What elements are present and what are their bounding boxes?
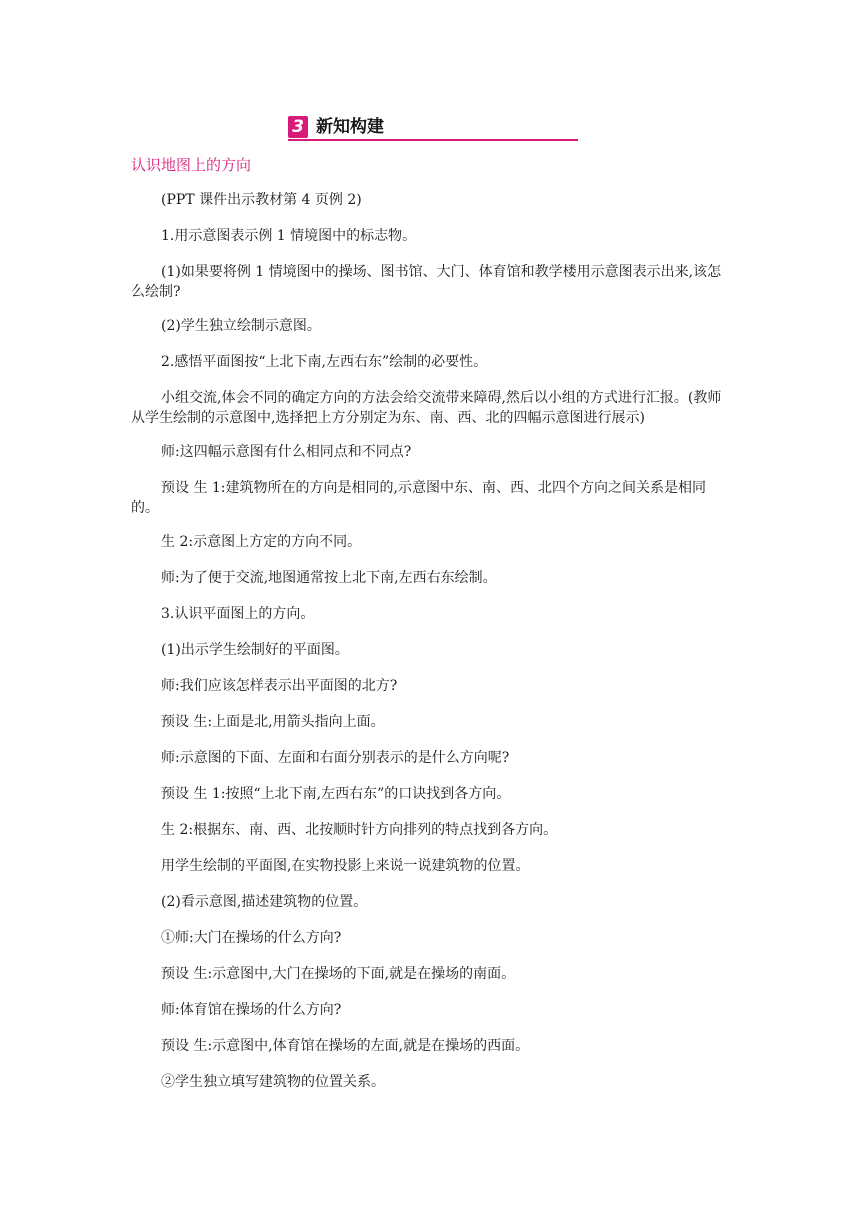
paragraph: 预设 生 1:按照“上北下南,左西右东”的口诀找到各方向。: [161, 786, 511, 802]
paragraph: 师:体育馆在操场的什么方向?: [161, 1002, 342, 1018]
paragraph: (PPT 课件出示教材第 4 页例 2): [161, 192, 362, 208]
paragraph: 师:我们应该怎样表示出平面图的北方?: [161, 678, 398, 694]
paragraph: 生 2:示意图上方定的方向不同。: [161, 534, 362, 550]
section-number-badge: 3: [288, 116, 308, 138]
paragraph: (2)看示意图,描述建筑物的位置。: [161, 894, 368, 910]
paragraph: ①师:大门在操场的什么方向?: [161, 930, 342, 946]
paragraph: 预设 生 1:建筑物所在的方向是相同的,示意图中东、南、西、北四个方向之间关系是相同的。: [131, 480, 706, 516]
paragraph: 预设 生:示意图中,大门在操场的下面,就是在操场的南面。: [161, 966, 516, 982]
paragraph: 1.用示意图表示例 1 情境图中的标志物。: [161, 228, 417, 244]
section-banner-title: 新知构建: [316, 117, 384, 137]
paragraph: 师:这四幅示意图有什么相同点和不同点?: [161, 444, 412, 460]
paragraph: (1)出示学生绘制好的平面图。: [161, 642, 349, 658]
section-heading: 认识地图上的方向: [131, 156, 252, 174]
paragraph: (2)学生独立绘制示意图。: [161, 318, 321, 334]
paragraph: 小组交流,体会不同的确定方向的方法会给交流带来障碍,然后以小组的方式进行汇报。(教师从学生绘制的示意图中,选择把上方分别定为东、南、西、北的四幅示意图进行展示): [131, 390, 722, 426]
paragraph: 预设 生:示意图中,体育馆在操场的左面,就是在操场的西面。: [161, 1038, 530, 1054]
banner-underline: [288, 139, 578, 141]
lesson-body: [131, 190, 731, 1108]
paragraph: 3.认识平面图上的方向。: [161, 606, 315, 622]
paragraph: (1)如果要将例 1 情境图中的操场、图书馆、大门、体育馆和教学楼用示意图表示出来,该怎么绘制?: [131, 264, 722, 300]
paragraph: 预设 生:上面是北,用箭头指向上面。: [161, 714, 385, 730]
section-banner: [288, 116, 578, 142]
paragraph: 生 2:根据东、南、西、北按顺时针方向排列的特点找到各方向。: [161, 822, 558, 838]
paragraph: ②学生独立填写建筑物的位置关系。: [161, 1074, 385, 1090]
paragraph: 用学生绘制的平面图,在实物投影上来说一说建筑物的位置。: [161, 858, 530, 874]
paragraph: 师:示意图的下面、左面和右面分别表示的是什么方向呢?: [161, 750, 510, 766]
paragraph: 2.感悟平面图按“上北下南,左西右东”绘制的必要性。: [161, 354, 488, 370]
paragraph: 师:为了便于交流,地图通常按上北下南,左西右东绘制。: [161, 570, 497, 586]
